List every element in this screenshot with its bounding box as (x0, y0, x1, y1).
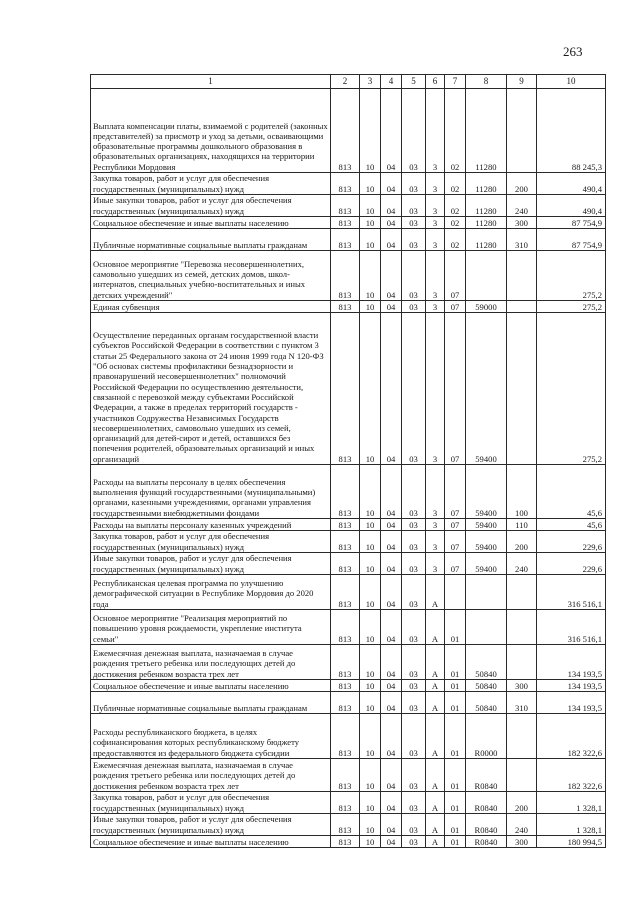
section-cell: 10 (360, 645, 381, 680)
subsection-cell: 04 (381, 792, 402, 814)
gov-code-cell: 813 (331, 519, 360, 531)
program-cell: 03 (402, 313, 426, 465)
subsection-cell: 04 (381, 759, 402, 792)
subsection-cell: 04 (381, 89, 402, 173)
gov-code-cell: 813 (331, 610, 360, 645)
gov-code-cell: 813 (331, 251, 360, 301)
subsection-cell: 04 (381, 645, 402, 680)
column-header: 4 (381, 75, 402, 89)
budget-table (90, 74, 606, 848)
expense-type-cell (507, 251, 537, 301)
section-cell: 10 (360, 792, 381, 814)
measure-cell: 07 (445, 519, 466, 531)
amount-cell: 87 754,9 (537, 229, 606, 251)
subprogram-cell: А (426, 814, 445, 836)
amount-cell: 182 322,6 (537, 759, 606, 792)
expense-type-cell: 300 (507, 217, 537, 229)
subprogram-cell: 3 (426, 313, 445, 465)
program-cell: 03 (402, 814, 426, 836)
table-row (91, 553, 606, 575)
direction-cell: R0840 (466, 836, 507, 848)
section-cell: 10 (360, 714, 381, 759)
gov-code-cell: 813 (331, 465, 360, 519)
subsection-cell: 04 (381, 519, 402, 531)
subsection-cell: 04 (381, 195, 402, 217)
amount-cell: 182 322,6 (537, 714, 606, 759)
gov-code-cell: 813 (331, 229, 360, 251)
subprogram-cell: А (426, 575, 445, 610)
subsection-cell: 04 (381, 465, 402, 519)
row-name-cell: Социальное обеспечение и иные выплаты населению (91, 680, 331, 692)
expense-type-cell: 200 (507, 792, 537, 814)
direction-cell: 11280 (466, 195, 507, 217)
amount-cell: 229,6 (537, 531, 606, 553)
expense-type-cell (507, 313, 537, 465)
direction-cell: 59400 (466, 519, 507, 531)
table-row (91, 714, 606, 759)
table-row (91, 836, 606, 848)
expense-type-cell: 200 (507, 173, 537, 195)
amount-cell: 316 516,1 (537, 575, 606, 610)
measure-cell: 02 (445, 217, 466, 229)
direction-cell (466, 575, 507, 610)
gov-code-cell: 813 (331, 575, 360, 610)
row-name-cell: Социальное обеспечение и иные выплаты населению (91, 217, 331, 229)
expense-type-cell: 310 (507, 692, 537, 714)
measure-cell (445, 575, 466, 610)
gov-code-cell: 813 (331, 836, 360, 848)
section-cell: 10 (360, 519, 381, 531)
section-cell: 10 (360, 553, 381, 575)
gov-code-cell: 813 (331, 692, 360, 714)
program-cell: 03 (402, 610, 426, 645)
expense-type-cell: 200 (507, 531, 537, 553)
expense-type-cell: 300 (507, 836, 537, 848)
table-row (91, 645, 606, 680)
subprogram-cell: 3 (426, 301, 445, 313)
subprogram-cell: 3 (426, 519, 445, 531)
measure-cell: 01 (445, 714, 466, 759)
row-name-cell: Закупка товаров, работ и услуг для обеспечения государственных (муниципальных) нужд (91, 173, 331, 195)
program-cell: 03 (402, 519, 426, 531)
section-cell: 10 (360, 531, 381, 553)
row-name-cell: Социальное обеспечение и иные выплаты населению (91, 836, 331, 848)
row-name-cell: Основное мероприятие "Реализация мероприятий по повышению уровня рождаемости, укрепление института семьи" (91, 610, 331, 645)
table-row (91, 89, 606, 173)
section-cell: 10 (360, 692, 381, 714)
direction-cell: 11280 (466, 217, 507, 229)
row-name-cell: Закупка товаров, работ и услуг для обеспечения государственных (муниципальных) нужд (91, 792, 331, 814)
column-header: 1 (91, 75, 331, 89)
gov-code-cell: 813 (331, 814, 360, 836)
amount-cell: 1 328,1 (537, 792, 606, 814)
gov-code-cell: 813 (331, 89, 360, 173)
table-row (91, 680, 606, 692)
table-row (91, 759, 606, 792)
gov-code-cell: 813 (331, 553, 360, 575)
row-name-cell: Осуществление переданных органам государственной власти субъектов Российской Федерации в соответствии с пунктом 3 статьи 25 Федерального закона от 24 июня 1999 года N 120-ФЗ "Об основах системы профилактики безнадзорности и правонарушений несовершеннолетних" полномочий Российской Федерации по осуществлению деятельности, связанной с перевозкой между субъектами Российской Федерации, а также в пределах территорий государств - участников Содружества Независимых Государств несовершеннолетних, самовольно ушедших из семей, организаций для детей-сирот и детей, оставшихся без попечения родителей, образовательных организаций и иных организаций (91, 313, 331, 465)
program-cell: 03 (402, 195, 426, 217)
table-row (91, 575, 606, 610)
table-row (91, 217, 606, 229)
table-row (91, 173, 606, 195)
page-number: 263 (563, 44, 583, 59)
direction-cell: 59400 (466, 531, 507, 553)
program-cell: 03 (402, 792, 426, 814)
program-cell: 03 (402, 645, 426, 680)
program-cell: 03 (402, 553, 426, 575)
direction-cell: 50840 (466, 645, 507, 680)
amount-cell: 275,2 (537, 313, 606, 465)
section-cell: 10 (360, 195, 381, 217)
row-name-cell: Единая субвенция (91, 301, 331, 313)
subsection-cell: 04 (381, 680, 402, 692)
row-name-cell: Расходы на выплаты персоналу в целях обеспечения выполнения функций государственными (муниципальными) органами, казенными учреждениями, органами управления государственными внебюджетными фондами (91, 465, 331, 519)
table-row (91, 229, 606, 251)
gov-code-cell: 813 (331, 680, 360, 692)
program-cell: 03 (402, 251, 426, 301)
measure-cell: 02 (445, 173, 466, 195)
program-cell: 03 (402, 89, 426, 173)
table-row (91, 313, 606, 465)
program-cell: 03 (402, 301, 426, 313)
section-cell: 10 (360, 759, 381, 792)
row-name-cell: Ежемесячная денежная выплата, назначаемая в случае рождения третьего ребенка или последующих детей до достижения ребенком возраста трех лет (91, 759, 331, 792)
column-header: 7 (445, 75, 466, 89)
table-row (91, 814, 606, 836)
amount-cell: 490,4 (537, 195, 606, 217)
row-name-cell: Основное мероприятие "Перевозка несовершеннолетних, самовольно ушедших из семей, детских домов, школ-интернатов, специальных учебно-воспитательных и иных детских учреждений" (91, 251, 331, 301)
subsection-cell: 04 (381, 217, 402, 229)
subsection-cell: 04 (381, 531, 402, 553)
column-header: 8 (466, 75, 507, 89)
row-name-cell: Республиканская целевая программа по улучшению демографической ситуации в Республике Мордовия до 2020 года (91, 575, 331, 610)
expense-type-cell (507, 645, 537, 680)
row-name-cell: Закупка товаров, работ и услуг для обеспечения государственных (муниципальных) нужд (91, 531, 331, 553)
expense-type-cell (507, 575, 537, 610)
table-row (91, 519, 606, 531)
subsection-cell: 04 (381, 553, 402, 575)
measure-cell: 01 (445, 759, 466, 792)
gov-code-cell: 813 (331, 792, 360, 814)
subprogram-cell: А (426, 692, 445, 714)
subsection-cell: 04 (381, 301, 402, 313)
section-cell: 10 (360, 814, 381, 836)
measure-cell: 07 (445, 301, 466, 313)
column-header: 5 (402, 75, 426, 89)
section-cell: 10 (360, 173, 381, 195)
row-name-cell: Публичные нормативные социальные выплаты гражданам (91, 692, 331, 714)
subprogram-cell: А (426, 759, 445, 792)
amount-cell: 134 193,5 (537, 692, 606, 714)
direction-cell: 11280 (466, 229, 507, 251)
subprogram-cell: А (426, 680, 445, 692)
measure-cell: 07 (445, 313, 466, 465)
column-header: 2 (331, 75, 360, 89)
amount-cell: 134 193,5 (537, 680, 606, 692)
table-row (91, 195, 606, 217)
program-cell: 03 (402, 692, 426, 714)
direction-cell: 50840 (466, 692, 507, 714)
expense-type-cell (507, 714, 537, 759)
subprogram-cell: А (426, 610, 445, 645)
program-cell: 03 (402, 680, 426, 692)
amount-cell: 45,6 (537, 465, 606, 519)
direction-cell: 59400 (466, 313, 507, 465)
row-name-cell: Выплата компенсации платы, взимаемой с родителей (законных представителей) за присмотр и уход за детьми, осваивающими образовательные программы дошкольного образования в образовательных организациях, находящихся на территории Республики Мордовия (91, 89, 331, 173)
table-body (91, 89, 606, 848)
subprogram-cell: 3 (426, 173, 445, 195)
expense-type-cell: 100 (507, 465, 537, 519)
table-row (91, 301, 606, 313)
gov-code-cell: 813 (331, 173, 360, 195)
section-cell: 10 (360, 575, 381, 610)
direction-cell: 50840 (466, 680, 507, 692)
program-cell: 03 (402, 173, 426, 195)
expense-type-cell: 240 (507, 195, 537, 217)
gov-code-cell: 813 (331, 217, 360, 229)
subprogram-cell: А (426, 714, 445, 759)
gov-code-cell: 813 (331, 195, 360, 217)
subprogram-cell: 3 (426, 217, 445, 229)
expense-type-cell: 240 (507, 553, 537, 575)
subsection-cell: 04 (381, 610, 402, 645)
subsection-cell: 04 (381, 251, 402, 301)
measure-cell: 01 (445, 792, 466, 814)
column-header: 10 (537, 75, 606, 89)
subsection-cell: 04 (381, 714, 402, 759)
program-cell: 03 (402, 714, 426, 759)
direction-cell: 11280 (466, 173, 507, 195)
direction-cell (466, 251, 507, 301)
section-cell: 10 (360, 251, 381, 301)
direction-cell: R0000 (466, 714, 507, 759)
subprogram-cell: 3 (426, 251, 445, 301)
row-name-cell: Публичные нормативные социальные выплаты гражданам (91, 229, 331, 251)
subprogram-cell: А (426, 792, 445, 814)
subsection-cell: 04 (381, 173, 402, 195)
row-name-cell: Расходы республиканского бюджета, в целях софинансирования которых республиканскому бюджету предоставляются из федерального бюджета субсидии (91, 714, 331, 759)
measure-cell: 01 (445, 692, 466, 714)
section-cell: 10 (360, 313, 381, 465)
program-cell: 03 (402, 575, 426, 610)
measure-cell: 07 (445, 465, 466, 519)
amount-cell: 275,2 (537, 251, 606, 301)
subprogram-cell: 3 (426, 531, 445, 553)
program-cell: 03 (402, 759, 426, 792)
amount-cell: 490,4 (537, 173, 606, 195)
gov-code-cell: 813 (331, 714, 360, 759)
program-cell: 03 (402, 229, 426, 251)
amount-cell: 87 754,9 (537, 217, 606, 229)
direction-cell: R0840 (466, 792, 507, 814)
column-header: 6 (426, 75, 445, 89)
measure-cell: 01 (445, 836, 466, 848)
gov-code-cell: 813 (331, 313, 360, 465)
measure-cell: 02 (445, 89, 466, 173)
section-cell: 10 (360, 680, 381, 692)
direction-cell: 59400 (466, 465, 507, 519)
section-cell: 10 (360, 610, 381, 645)
measure-cell: 07 (445, 553, 466, 575)
direction-cell: 59400 (466, 553, 507, 575)
table-row (91, 531, 606, 553)
section-cell: 10 (360, 217, 381, 229)
program-cell: 03 (402, 836, 426, 848)
row-name-cell: Иные закупки товаров, работ и услуг для обеспечения государственных (муниципальных) нужд (91, 195, 331, 217)
direction-cell: R0840 (466, 759, 507, 792)
expense-type-cell: 240 (507, 814, 537, 836)
subsection-cell: 04 (381, 575, 402, 610)
header-row (91, 75, 606, 89)
expense-type-cell: 300 (507, 680, 537, 692)
subsection-cell: 04 (381, 313, 402, 465)
gov-code-cell: 813 (331, 759, 360, 792)
amount-cell: 1 328,1 (537, 814, 606, 836)
gov-code-cell: 813 (331, 645, 360, 680)
direction-cell: R0840 (466, 814, 507, 836)
program-cell: 03 (402, 217, 426, 229)
subprogram-cell: А (426, 645, 445, 680)
expense-type-cell (507, 89, 537, 173)
section-cell: 10 (360, 229, 381, 251)
amount-cell: 134 193,5 (537, 645, 606, 680)
amount-cell: 45,6 (537, 519, 606, 531)
amount-cell: 229,6 (537, 553, 606, 575)
row-name-cell: Иные закупки товаров, работ и услуг для обеспечения государственных (муниципальных) нужд (91, 553, 331, 575)
gov-code-cell: 813 (331, 531, 360, 553)
expense-type-cell (507, 759, 537, 792)
row-name-cell: Ежемесячная денежная выплата, назначаемая в случае рождения третьего ребенка или последующих детей до достижения ребенком возраста трех лет (91, 645, 331, 680)
amount-cell: 180 994,5 (537, 836, 606, 848)
measure-cell: 02 (445, 195, 466, 217)
amount-cell: 275,2 (537, 301, 606, 313)
expense-type-cell: 310 (507, 229, 537, 251)
table-row (91, 465, 606, 519)
subprogram-cell: 3 (426, 195, 445, 217)
expense-type-cell: 110 (507, 519, 537, 531)
amount-cell: 88 245,3 (537, 89, 606, 173)
subprogram-cell: А (426, 836, 445, 848)
section-cell: 10 (360, 465, 381, 519)
section-cell: 10 (360, 836, 381, 848)
table-row (91, 792, 606, 814)
subprogram-cell: 3 (426, 553, 445, 575)
direction-cell: 59000 (466, 301, 507, 313)
column-header: 3 (360, 75, 381, 89)
table-row (91, 610, 606, 645)
direction-cell (466, 610, 507, 645)
amount-cell: 316 516,1 (537, 610, 606, 645)
expense-type-cell (507, 301, 537, 313)
program-cell: 03 (402, 531, 426, 553)
measure-cell: 07 (445, 251, 466, 301)
section-cell: 10 (360, 89, 381, 173)
row-name-cell: Расходы на выплаты персоналу казенных учреждений (91, 519, 331, 531)
measure-cell: 07 (445, 531, 466, 553)
measure-cell: 01 (445, 680, 466, 692)
subprogram-cell: 3 (426, 229, 445, 251)
direction-cell: 11280 (466, 89, 507, 173)
section-cell: 10 (360, 301, 381, 313)
table-row (91, 251, 606, 301)
table-row (91, 692, 606, 714)
measure-cell: 02 (445, 229, 466, 251)
subprogram-cell: 3 (426, 465, 445, 519)
measure-cell: 01 (445, 814, 466, 836)
expense-type-cell (507, 610, 537, 645)
program-cell: 03 (402, 465, 426, 519)
subsection-cell: 04 (381, 836, 402, 848)
subsection-cell: 04 (381, 229, 402, 251)
measure-cell: 01 (445, 645, 466, 680)
measure-cell: 01 (445, 610, 466, 645)
row-name-cell: Иные закупки товаров, работ и услуг для обеспечения государственных (муниципальных) нужд (91, 814, 331, 836)
subsection-cell: 04 (381, 814, 402, 836)
subsection-cell: 04 (381, 692, 402, 714)
gov-code-cell: 813 (331, 301, 360, 313)
column-header: 9 (507, 75, 537, 89)
subprogram-cell: 3 (426, 89, 445, 173)
